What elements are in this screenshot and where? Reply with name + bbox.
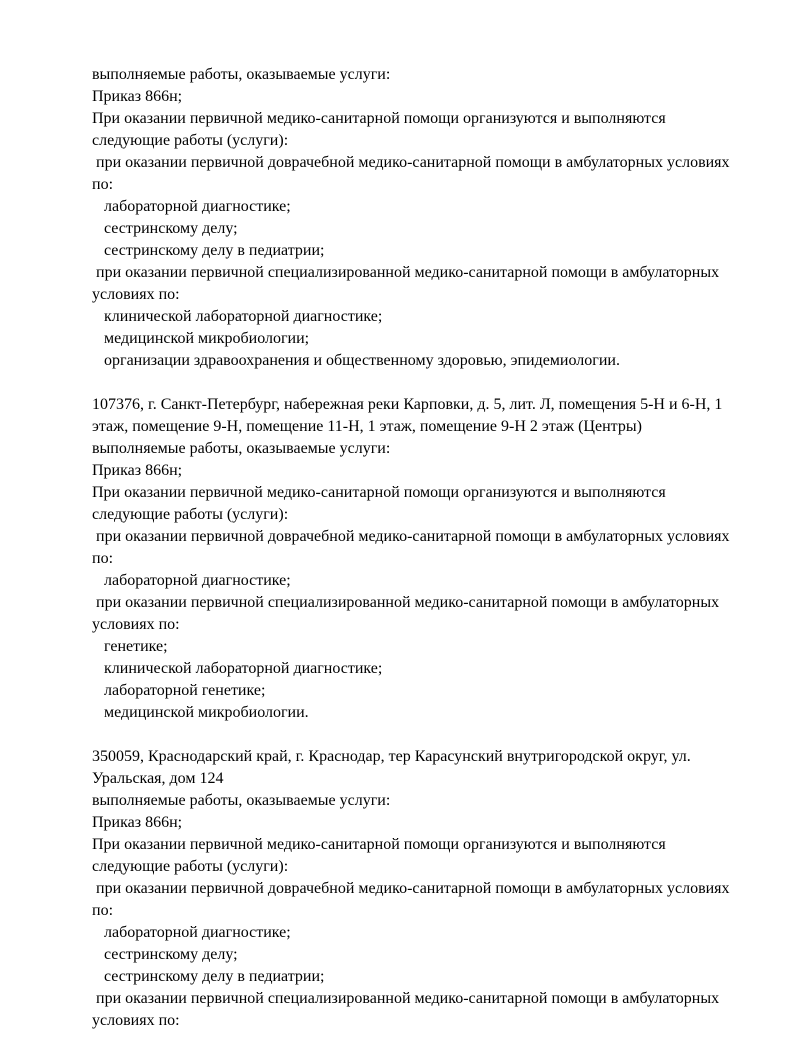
text-line: медицинской микробиологии; [92,330,310,347]
text-line: сестринскому делу в педиатрии; [92,968,325,985]
text-line: лабораторной диагностике; [92,924,291,941]
works-services-section-1 [92,64,739,372]
text-line: сестринскому делу; [92,946,238,963]
text-line: лабораторной диагностике; [92,198,291,215]
text-line: клинической лабораторной диагностике; [92,660,383,677]
text-line: при оказании первичной доврачебной медико-санитарной помощи в амбулаторных условиях по: [92,528,734,567]
text-line: сестринскому делу в педиатрии; [92,242,325,259]
text-line: Приказ 866н; [92,814,183,831]
text-line: лабораторной генетике; [92,682,266,699]
text-line: организации здравоохранения и общественному здоровью, эпидемиологии. [92,352,620,369]
text-line: сестринскому делу; [92,220,238,237]
text-line: при оказании первичной специализированной медико-санитарной помощи в амбулаторных условиях по: [92,264,724,303]
text-line: При оказании первичной медико-санитарной помощи организуются и выполняются следующие работы (услуги): [92,484,670,523]
text-line: выполняемые работы, оказываемые услуги: [92,440,391,457]
text-line: Приказ 866н; [92,462,183,479]
text-line: выполняемые работы, оказываемые услуги: [92,66,391,83]
text-line: при оказании первичной специализированной медико-санитарной помощи в амбулаторных условиях по: [92,990,724,1029]
text-line: генетике; [92,638,168,655]
text-line: При оказании первичной медико-санитарной помощи организуются и выполняются следующие работы (услуги): [92,110,670,149]
works-services-section-3 [92,746,739,1032]
text-line: при оказании первичной доврачебной медико-санитарной помощи в амбулаторных условиях по: [92,880,734,919]
works-services-section-2 [92,394,739,724]
text-line: при оказании первичной доврачебной медико-санитарной помощи в амбулаторных условиях по: [92,154,734,193]
text-line: выполняемые работы, оказываемые услуги: [92,792,391,809]
text-line: медицинской микробиологии. [92,704,309,721]
text-line: При оказании первичной медико-санитарной помощи организуются и выполняются следующие работы (услуги): [92,836,670,875]
text-line: Приказ 866н; [92,88,183,105]
address-line: 350059, Краснодарский край, г. Краснодар, тер Карасунский внутригородской округ, ул. Уральская, дом 124 [92,748,695,787]
address-line: 107376, г. Санкт-Петербург, набережная реки Карповки, д. 5, лит. Л, помещения 5-Н и 6-Н, 1 этаж, помещение 9-Н, помещение 11-Н, 1 этаж, помещение 9-Н 2 этаж (Центры) [92,396,727,435]
text-line: лабораторной диагностике; [92,572,291,589]
text-line: клинической лабораторной диагностике; [92,308,383,325]
text-line: при оказании первичной специализированной медико-санитарной помощи в амбулаторных условиях по: [92,594,724,633]
